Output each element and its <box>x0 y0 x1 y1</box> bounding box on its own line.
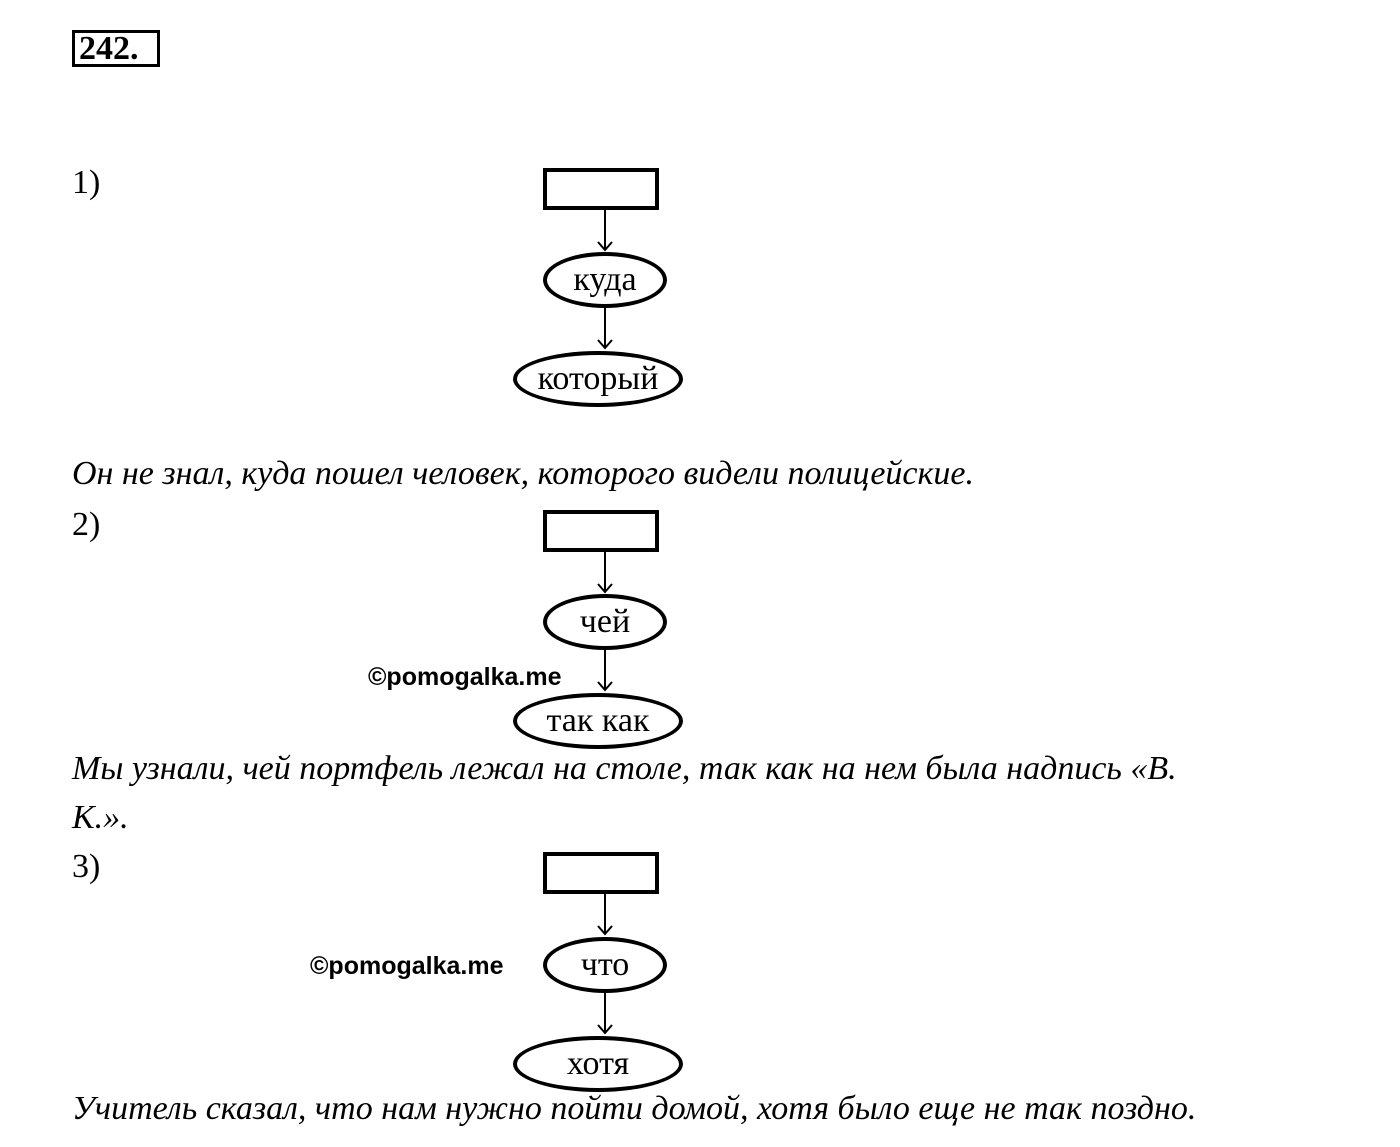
item-1-main-clause-box <box>543 168 659 210</box>
item-2-label: 2) <box>72 506 101 543</box>
item-2-main-clause-box <box>543 510 659 552</box>
item-3-oval-2: хотя <box>513 1036 683 1092</box>
item-2-oval-2: так как <box>513 693 683 749</box>
item-1-sentence: Он не знал, куда пошел человек, которого видели полицейские. <box>72 455 974 492</box>
item-1-arrow-1 <box>595 210 615 254</box>
item-3-oval-1: что <box>543 937 667 993</box>
watermark-1: ©pomogalka.me <box>368 663 562 691</box>
item-2-sentence-line-1: Мы узнали, чей портфель лежал на столе, так как на нем была надпись «В. <box>72 750 1177 787</box>
item-2-arrow-1 <box>595 552 615 596</box>
watermark-2: ©pomogalka.me <box>310 952 504 980</box>
item-1-label: 1) <box>72 164 101 201</box>
item-2-oval-1: чей <box>543 594 667 650</box>
item-3-sentence: Учитель сказал, что нам нужно пойти домой, хотя было еще не так поздно. <box>72 1090 1197 1127</box>
item-3-label: 3) <box>72 848 101 885</box>
item-2-arrow-2 <box>595 650 615 694</box>
item-1-arrow-2 <box>595 308 615 352</box>
item-1-oval-1: куда <box>543 252 667 308</box>
item-2-sentence-line-2: К.». <box>72 799 129 836</box>
item-3-arrow-1 <box>595 894 615 938</box>
item-1-oval-2: который <box>513 351 683 407</box>
item-3-main-clause-box <box>543 852 659 894</box>
item-3-arrow-2 <box>595 993 615 1037</box>
task-number: 242. <box>72 30 160 67</box>
